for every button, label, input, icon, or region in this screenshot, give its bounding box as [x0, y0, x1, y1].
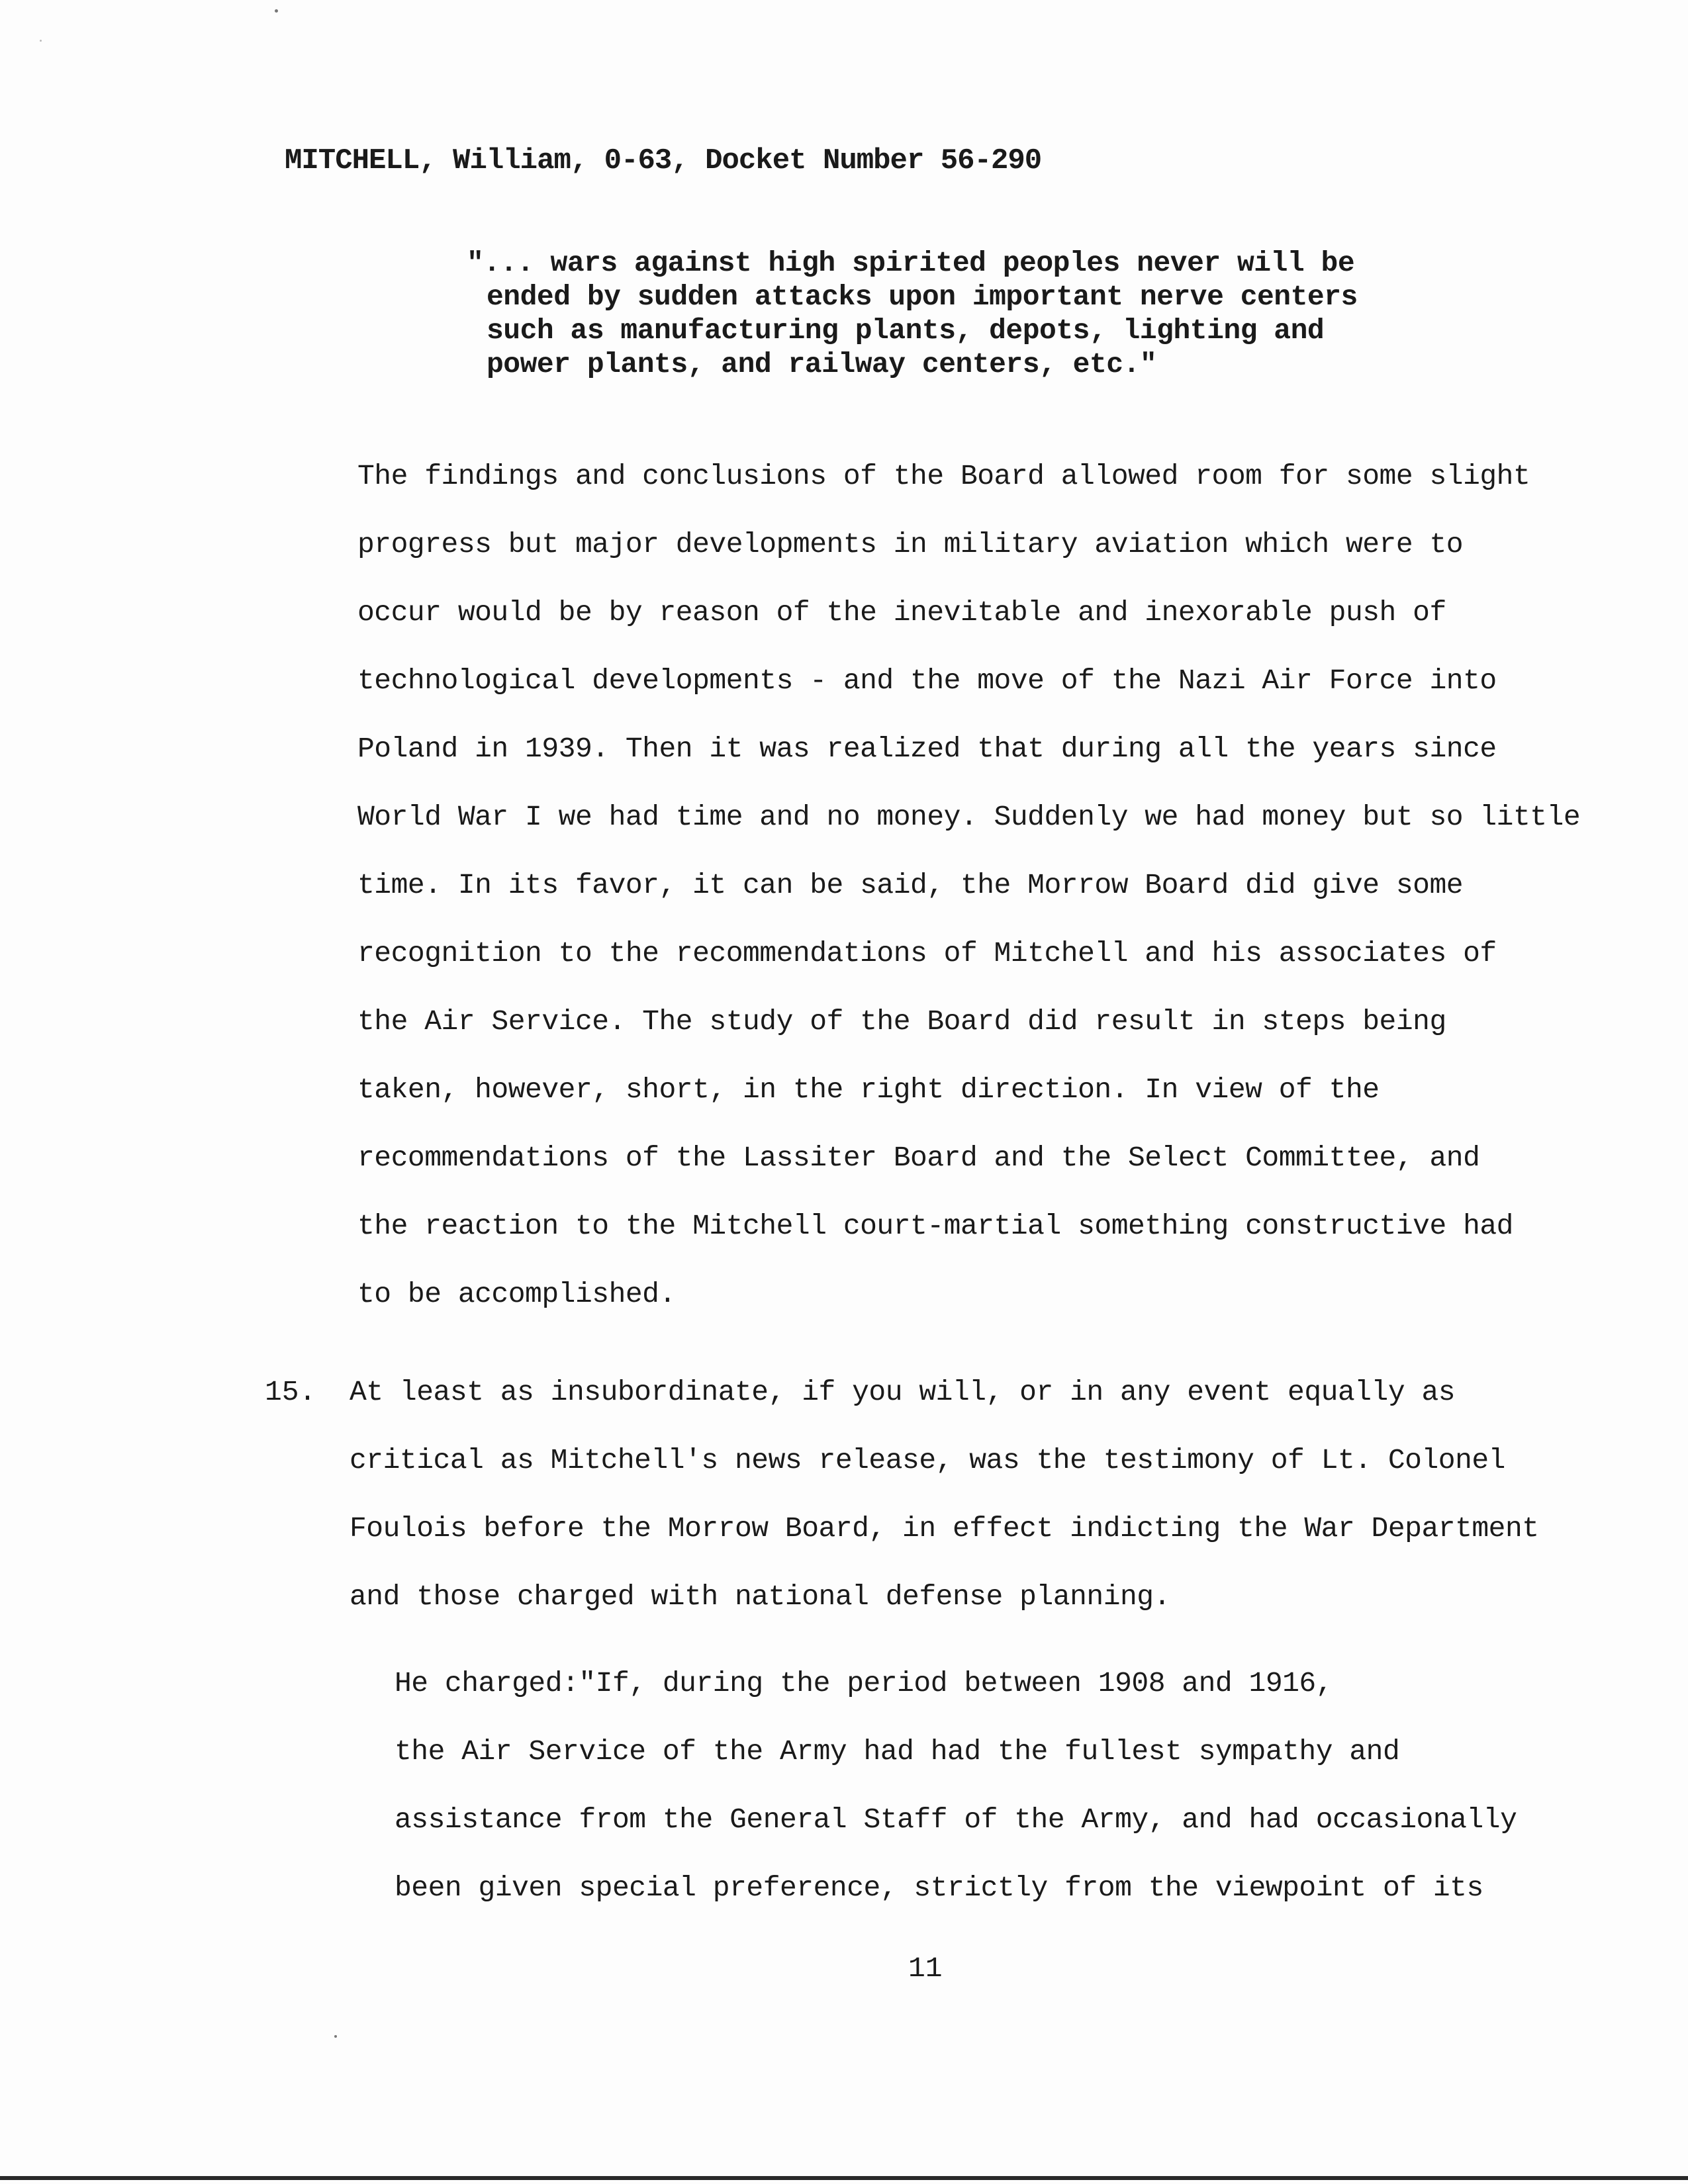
quote-line: such as manufacturing plants, depots, lighting and — [487, 314, 1325, 347]
text-line: recommendations of the Lassiter Board and the Select Committee, and — [357, 1142, 1480, 1174]
text-line: recognition to the recommendations of Mitchell and his associates of — [357, 937, 1497, 970]
text-line: Poland in 1939. Then it was realized that during all the years since — [357, 733, 1497, 765]
text-line: Foulois before the Morrow Board, in effect indicting the War Department — [350, 1512, 1539, 1545]
text-line: The findings and conclusions of the Board allowed room for some slight — [357, 460, 1530, 492]
scan-speck — [334, 2035, 337, 2038]
text-line: technological developments - and the move of the Nazi Air Force into — [357, 664, 1497, 697]
text-line: occur would be by reason of the inevitable and inexorable push of — [357, 596, 1446, 629]
text-line: and those charged with national defense planning. — [350, 1580, 1170, 1613]
text-line: assistance from the General Staff of the Army, and had occasionally — [395, 1803, 1517, 1836]
quote-line: "... wars against high spirited peoples never will be — [467, 247, 1355, 279]
text-line: progress but major developments in military aviation which were to — [357, 528, 1464, 561]
text-line: At least as insubordinate, if you will, or in any event equally as — [350, 1376, 1456, 1408]
text-line: the Air Service of the Army had had the fullest sympathy and — [395, 1735, 1400, 1768]
paragraph-findings — [357, 442, 1615, 1328]
quote-line: ended by sudden attacks upon important nerve centers — [487, 281, 1358, 313]
text-line: to be accomplished. — [357, 1278, 676, 1310]
text-line: critical as Mitchell's news release, was the testimony of Lt. Colonel — [350, 1444, 1505, 1477]
quote-line: power plants, and railway centers, etc." — [487, 348, 1157, 381]
paragraph-insubordinate — [350, 1358, 1607, 1631]
paragraph-charge — [395, 1649, 1586, 1922]
scan-speck — [275, 9, 278, 13]
text-line: time. In its favor, it can be said, the Morrow Board did give some — [357, 869, 1464, 901]
text-line: been given special preference, strictly from the viewpoint of its — [395, 1872, 1483, 1904]
text-line: the Air Service. The study of the Board did result in steps being — [357, 1005, 1446, 1038]
text-line: the reaction to the Mitchell court-martial something constructive had — [357, 1210, 1513, 1242]
text-line: He charged:"If, during the period between 1908 and 1916, — [395, 1667, 1333, 1700]
page-number: 11 — [908, 1952, 943, 1985]
paragraph-number: 15. — [265, 1376, 316, 1408]
text-line: taken, however, short, in the right direction. In view of the — [357, 1073, 1380, 1106]
page-header: MITCHELL, William, 0-63, Docket Number 56-290 — [285, 144, 1042, 177]
scan-speck — [40, 40, 42, 42]
text-line: World War I we had time and no money. Suddenly we had money but so little — [357, 801, 1581, 833]
scan-edge — [0, 2176, 1688, 2180]
block-quote — [467, 246, 1393, 381]
